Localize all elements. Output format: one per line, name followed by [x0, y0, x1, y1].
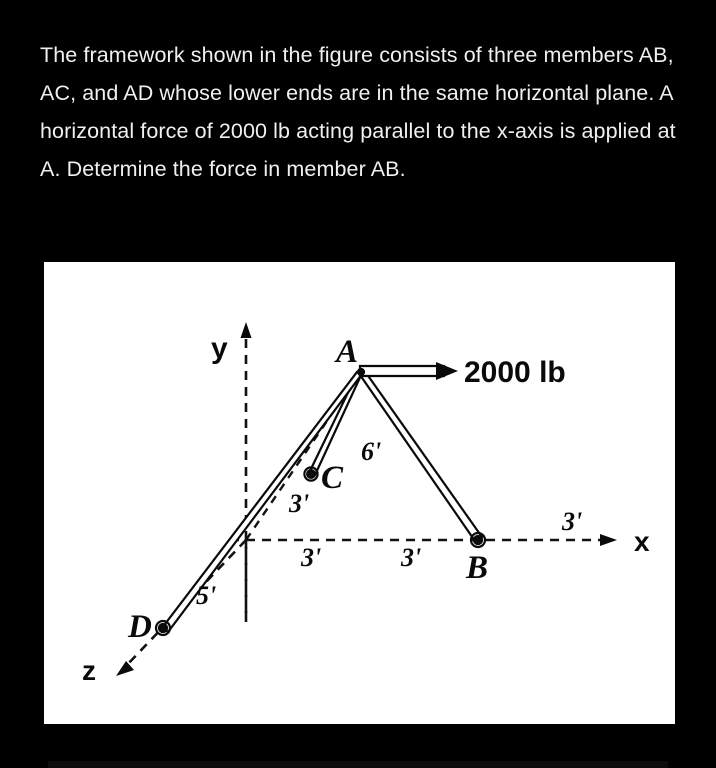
force-arrow — [360, 362, 458, 380]
dim-d-offset-label: 5' — [196, 581, 217, 610]
figure-panel — [44, 262, 675, 724]
joint-b-label: B — [466, 550, 489, 586]
member-ad — [162, 372, 362, 632]
force-label: 2000 lb — [464, 356, 566, 389]
joint-d — [156, 621, 170, 635]
z-axis-label: z — [82, 655, 96, 686]
y-axis-arrowhead — [241, 322, 252, 338]
joint-c-label: C — [321, 460, 344, 496]
x-axis-arrowhead — [600, 534, 617, 546]
joint-a — [358, 369, 365, 376]
x-axis-label: x — [634, 526, 650, 557]
joint-d-label: D — [128, 609, 152, 645]
bottom-bar — [48, 761, 668, 768]
question-text: The framework shown in the figure consists of three members AB, AC, and AD whose lower ends are in the same horizontal plane. A horizontal force of 2000 lb acting parallel to the x-axis is applied at A. Determine the force in member AB. — [40, 43, 681, 181]
framework-diagram — [44, 262, 675, 724]
joint-a-label: A — [336, 334, 359, 370]
dim-c-offset-label: 3' — [289, 489, 310, 518]
x-axis — [230, 534, 617, 546]
dim-a-height-label: 6' — [361, 437, 382, 466]
y-axis-label: y — [211, 332, 228, 365]
dim-mid-to-b-label: 3' — [401, 543, 422, 572]
dim-beyond-b-label: 3' — [562, 507, 583, 536]
joint-c — [304, 467, 317, 480]
dim-origin-to-mid-label: 3' — [301, 543, 322, 572]
z-axis-arrowhead — [116, 661, 134, 676]
force-arrowhead — [436, 362, 458, 380]
joint-b — [471, 533, 485, 547]
